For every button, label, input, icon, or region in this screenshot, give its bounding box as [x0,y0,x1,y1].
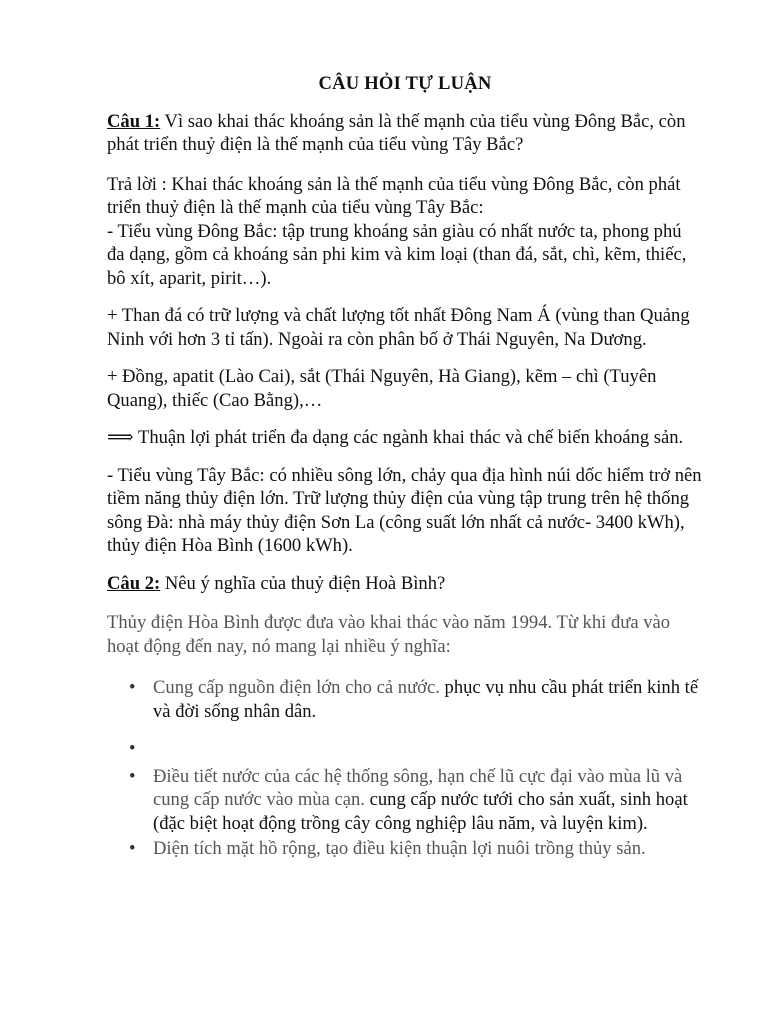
list-item [107,837,703,861]
question-1 [107,110,703,157]
document-page [107,72,703,861]
list-item-text-4: Diện tích mặt hồ rộng, tạo điều kiện thuận lợi nuôi trồng thủy sản. [153,838,646,859]
list-item [107,676,703,723]
bullet-icon: • [129,738,136,759]
answer-1-dong-bac: - Tiểu vùng Đông Bắc: tập trung khoáng sản giàu có nhất nước ta, phong phú đa dạng, gồm cả khoáng sản phi kim và kim loại (than đá, sắt, chì, kẽm, thiếc, bô xít, aparit, pirit…). [107,220,687,289]
question-2-label: Câu 2: [107,572,161,594]
bullet-icon: • [129,765,136,787]
answer-1-than-da: + Than đá có trữ lượng và chất lượng tốt nhất Đông Nam Á (vùng than Quảng Ninh với hơn 3 tỉ tấn). Ngoài ra còn phân bố ở Thái Nguyên, Na Dương. [107,305,690,350]
list-item-text-3b: cung cấp nước tưới cho sản xuất, sinh hoạt (đặc biệt hoạt động trồng cây công nghiệp lâu năm, và luyện kim). [153,789,688,834]
list-item-text-1b: phục vụ nhu cầu phát triển kinh tế và đời sống nhân dân. [153,677,699,722]
document-title: CÂU HỎI TỰ LUẬN [318,73,492,94]
answer-2-intro: Thủy điện Hòa Bình được đưa vào khai thác vào năm 1994. Từ khi đưa vào hoạt động đến nay, nó mang lại nhiều ý nghĩa: [107,612,671,657]
answer-1-tay-bac: - Tiểu vùng Tây Bắc: có nhiều sông lớn, chảy qua địa hình núi dốc hiểm trở nên tiềm năng thủy điện lớn. Trữ lượng thủy điện của vùng tập trung trên hệ thống sông Đà: nhà máy thủy điện Sơn La (công suất lớn nhất cả nước- 3400 kWh), thủy điện Hòa Bình (1600 kWh). [107,464,702,556]
bullet-icon: • [129,838,136,859]
bullet-icon: • [129,677,136,698]
list-item-empty [107,737,703,761]
answer-2-bullet-list [107,676,703,861]
list-item-text-3a: Điều tiết nước của các hệ thống sông, hạn chế lũ cực đại vào mùa lũ và cung cấp nước vào mùa cạn. [153,765,683,810]
answer-1-dong-apatit: + Đồng, apatit (Lào Cai), sắt (Thái Nguyên, Hà Giang), kẽm – chì (Tuyên Quang), thiếc (Cao Bằng),… [107,366,657,411]
question-1-label: Câu 1: [107,110,161,132]
list-item [107,765,703,836]
list-item-text-1a: Cung cấp nguồn điện lớn cho cả nước. [153,677,440,698]
answer-1-thuan-loi: ⟹ Thuận lợi phát triển đa dạng các ngành khai thác và chế biến khoáng sản. [107,427,684,448]
question-2 [107,572,703,596]
question-1-text: Vì sao khai thác khoáng sản là thế mạnh của tiểu vùng Đông Bắc, còn phát triển thuỷ điện là thế mạnh của tiểu vùng Tây Bắc? [107,110,686,155]
answer-1-intro: Trả lời : Khai thác khoáng sản là thế mạnh của tiểu vùng Đông Bắc, còn phát triển thuỷ điện là thế mạnh của tiểu vùng Tây Bắc: [107,173,681,218]
question-2-text: Nêu ý nghĩa của thuỷ điện Hoà Bình? [160,572,446,594]
